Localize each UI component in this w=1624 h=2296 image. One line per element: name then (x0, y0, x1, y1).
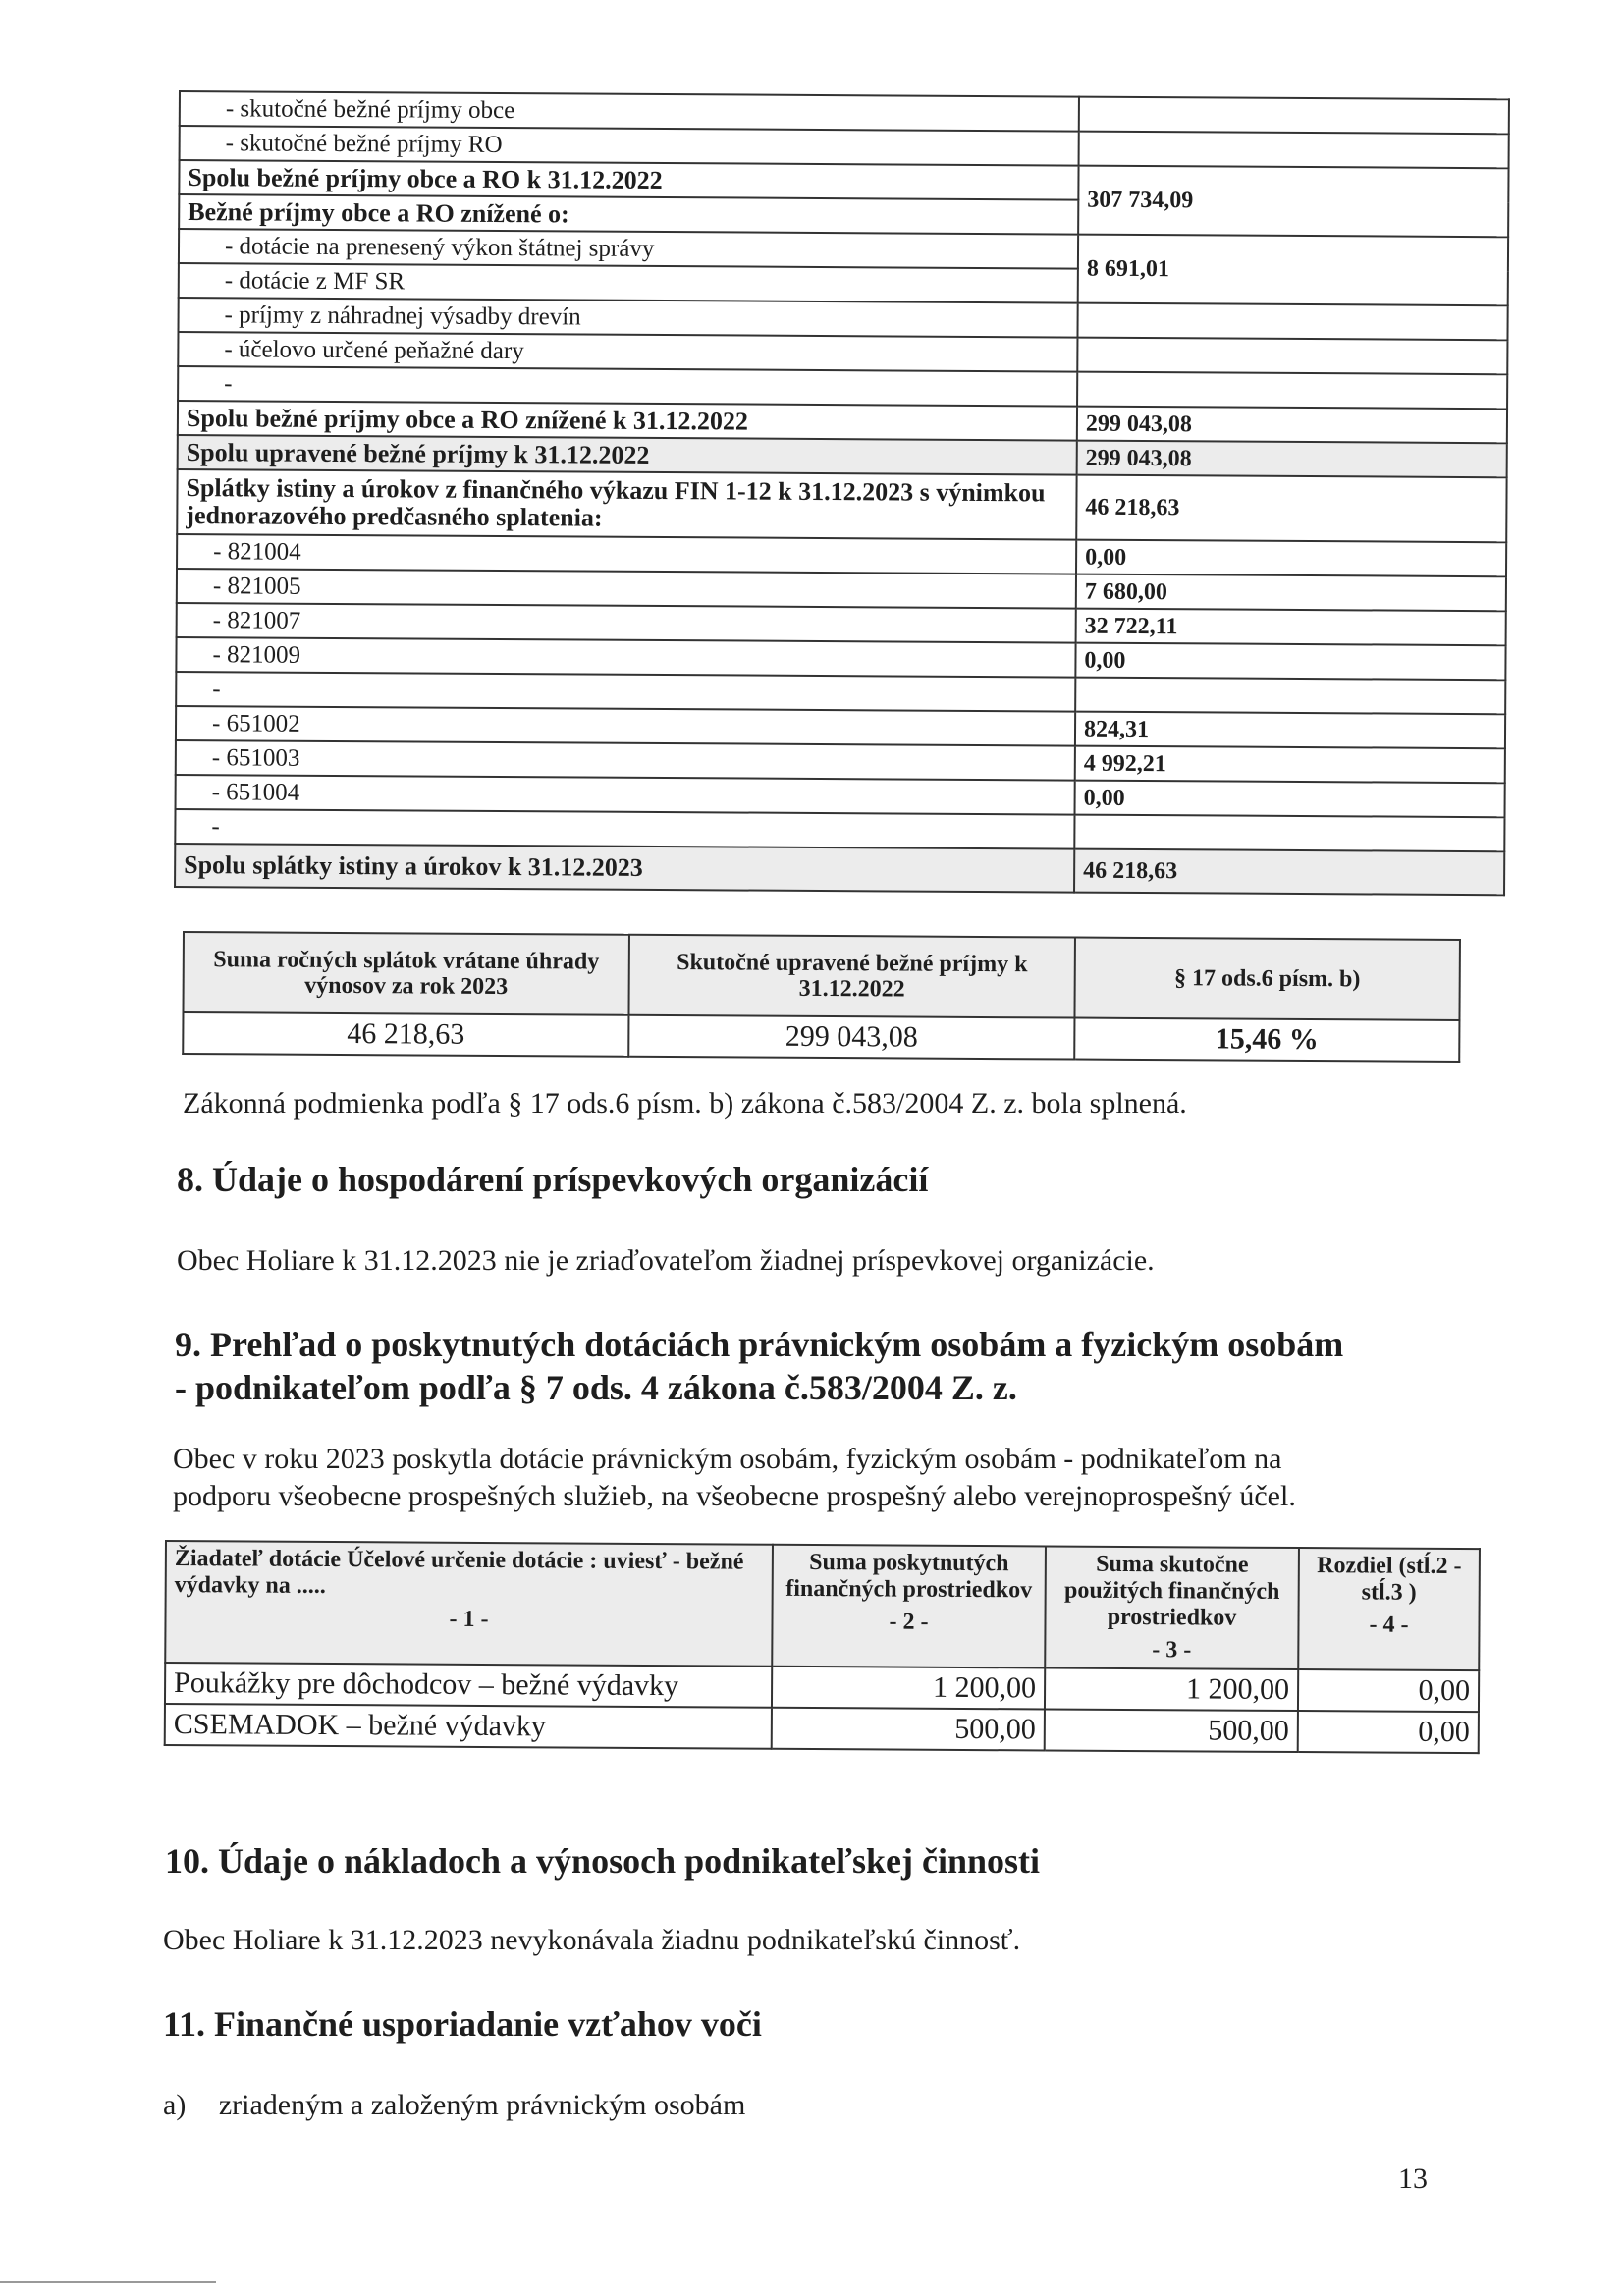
row-label: - príjmy z náhradnej výsadby drevín (178, 298, 1077, 338)
row-label: Bežné príjmy obce a RO znížené o: (179, 194, 1078, 235)
row-label: Spolu upravené bežné príjmy k 31.12.2022 (178, 435, 1077, 475)
row-label: - dotácie z MF SR (179, 263, 1078, 303)
section-9-heading-line-1: 9. Prehľad o poskytnutých dotáciách právnickým osobám a fyzickým osobám (175, 1325, 1344, 1364)
section-9-text-line-2: podporu všeobecne prospešných služieb, na všeobecne prospešný alebo verejnoprospešný účel. (173, 1480, 1296, 1512)
row-value: 8 691,01 (1078, 235, 1508, 306)
list-marker: a) (163, 2089, 187, 2121)
row-label: - 821005 (177, 569, 1076, 609)
used-cell: 500,00 (1045, 1709, 1298, 1752)
provided-cell: 500,00 (772, 1708, 1045, 1751)
subsidy-table (164, 1540, 1481, 1754)
list-item-text: zriadeným a založeným právnickým osobám (218, 2089, 746, 2121)
row-value (1077, 303, 1507, 341)
row-label: Spolu splátky istiny a úrokov k 31.12.2023 (175, 844, 1074, 893)
provided-header-label: Suma poskytnutých finančných prostriedkov (785, 1550, 1033, 1604)
table-row (165, 1704, 1479, 1753)
used-header-label: Suma skutočne použitých finančných prostriedkov (1063, 1551, 1280, 1631)
provided-cell: 1 200,00 (772, 1667, 1045, 1710)
row-value: 824,31 (1075, 712, 1505, 749)
row-value (1075, 678, 1505, 715)
section-9-heading-line-2: - podnikateľom podľa § 7 ods. 4 zákona č.583/2004 Z. z. (175, 1368, 1017, 1407)
applicant-cell: Poukážky pre dôchodcov – bežné výdavky (165, 1663, 772, 1708)
row-value (1074, 815, 1504, 852)
row-value: 46 218,63 (1074, 849, 1504, 896)
row-label: - 651004 (176, 775, 1075, 815)
row-value: 7 680,00 (1076, 574, 1506, 612)
row-value (1077, 372, 1507, 410)
section-11-item-a (163, 2088, 745, 2123)
row-label: - skutočné bežné príjmy obce (180, 91, 1079, 132)
row-label: - 651003 (176, 740, 1075, 781)
legal-condition-text: Zákonná podmienka podľa § 17 ods.6 písm. b) zákona č.583/2004 Z. z. bola splnená. (183, 1087, 1187, 1120)
row-value: 0,00 (1075, 781, 1505, 818)
row-value (1079, 132, 1509, 169)
section-11-heading: 11. Finančné usporiadanie vzťahov voči (163, 2004, 762, 2044)
row-label: - 821007 (177, 603, 1076, 643)
column-number: - 4 - (1369, 1612, 1409, 1638)
column-number: - 3 - (1152, 1637, 1192, 1664)
difference-header-label: Rozdiel (stĺ.2 - stĺ.3 ) (1317, 1553, 1462, 1606)
used-cell: 1 200,00 (1045, 1667, 1298, 1711)
page-number: 13 (1398, 2162, 1428, 2195)
column-header (1298, 1548, 1480, 1670)
row-label: - 651002 (176, 706, 1075, 746)
row-value (1077, 338, 1507, 375)
row-label: - 821009 (176, 637, 1075, 678)
revenue-repayment-table (174, 90, 1510, 896)
applicant-header-label: Žiadateľ dotácie Účelové určenie dotácie : uviesť - bežné výdavky na ..... (174, 1546, 744, 1600)
section-8-text: Obec Holiare k 31.12.2023 nie je zriaďovateľom žiadnej príspevkovej organizácie. (177, 1244, 1155, 1277)
row-label: - (178, 366, 1077, 407)
section-8-heading: 8. Údaje o hospodárení príspevkových organizácií (177, 1160, 929, 1199)
column-number: - 2 - (889, 1609, 929, 1635)
row-label: - (176, 672, 1075, 712)
row-label: - dotácie na prenesený výkon štátnej správy (179, 229, 1078, 269)
row-value (1079, 97, 1509, 135)
footer-divider (0, 2281, 216, 2283)
table-row (177, 469, 1506, 542)
difference-cell: 0,00 (1298, 1711, 1479, 1753)
column-number: - 1 - (449, 1606, 489, 1633)
column-header (772, 1545, 1046, 1668)
row-value: 307 734,09 (1078, 166, 1508, 238)
row-label: Splátky istiny a úrokov z finančného výkazu FIN 1-12 k 31.12.2023 s výnimkou jednorazového predčasného splatenia: (177, 469, 1076, 540)
row-label: - skutočné bežné príjmy RO (180, 126, 1079, 166)
row-value: 4 992,21 (1075, 746, 1505, 784)
column-header: § 17 ods.6 písm. b) (1074, 938, 1459, 1020)
row-label: - účelovo určené peňažné dary (178, 332, 1077, 372)
column-header (1045, 1546, 1299, 1669)
row-label: Spolu bežné príjmy obce a RO znížené k 31.12.2022 (178, 401, 1077, 441)
row-value: 299 043,08 (1077, 441, 1507, 478)
table-row (175, 844, 1504, 895)
debt-ratio-table (182, 931, 1461, 1063)
row-value: 46 218,63 (1076, 475, 1506, 543)
annual-repayments-value: 46 218,63 (183, 1012, 628, 1057)
row-label: - 821004 (177, 534, 1076, 574)
row-label: - (175, 809, 1074, 849)
section-10-heading: 10. Údaje o nákladoch a výnosoch podnikateľskej činnosti (165, 1841, 1041, 1881)
table-row (183, 1012, 1459, 1062)
row-label: Spolu bežné príjmy obce a RO k 31.12.2022 (179, 160, 1078, 200)
section-9-text-line-1: Obec v roku 2023 poskytla dotácie právnickým osobám, fyzickým osobám - podnikateľom na (173, 1443, 1282, 1475)
column-header (165, 1541, 773, 1667)
debt-ratio-percent: 15,46 % (1074, 1018, 1459, 1062)
row-value: 299 043,08 (1077, 407, 1507, 444)
section-10-text: Obec Holiare k 31.12.2023 nevykonávala žiadnu podnikateľskú činnosť. (163, 1924, 1021, 1956)
applicant-cell: CSEMADOK – bežné výdavky (165, 1704, 772, 1749)
adjusted-revenue-value: 299 043,08 (628, 1015, 1074, 1060)
column-header: Suma ročných splátok vrátane úhrady výnosov za rok 2023 (183, 932, 628, 1015)
row-value: 0,00 (1076, 540, 1506, 577)
row-value: 32 722,11 (1076, 609, 1506, 646)
row-value: 0,00 (1075, 643, 1505, 681)
column-header: Skutočné upravené bežné príjmy k 31.12.2022 (628, 935, 1074, 1018)
difference-cell: 0,00 (1298, 1669, 1479, 1712)
